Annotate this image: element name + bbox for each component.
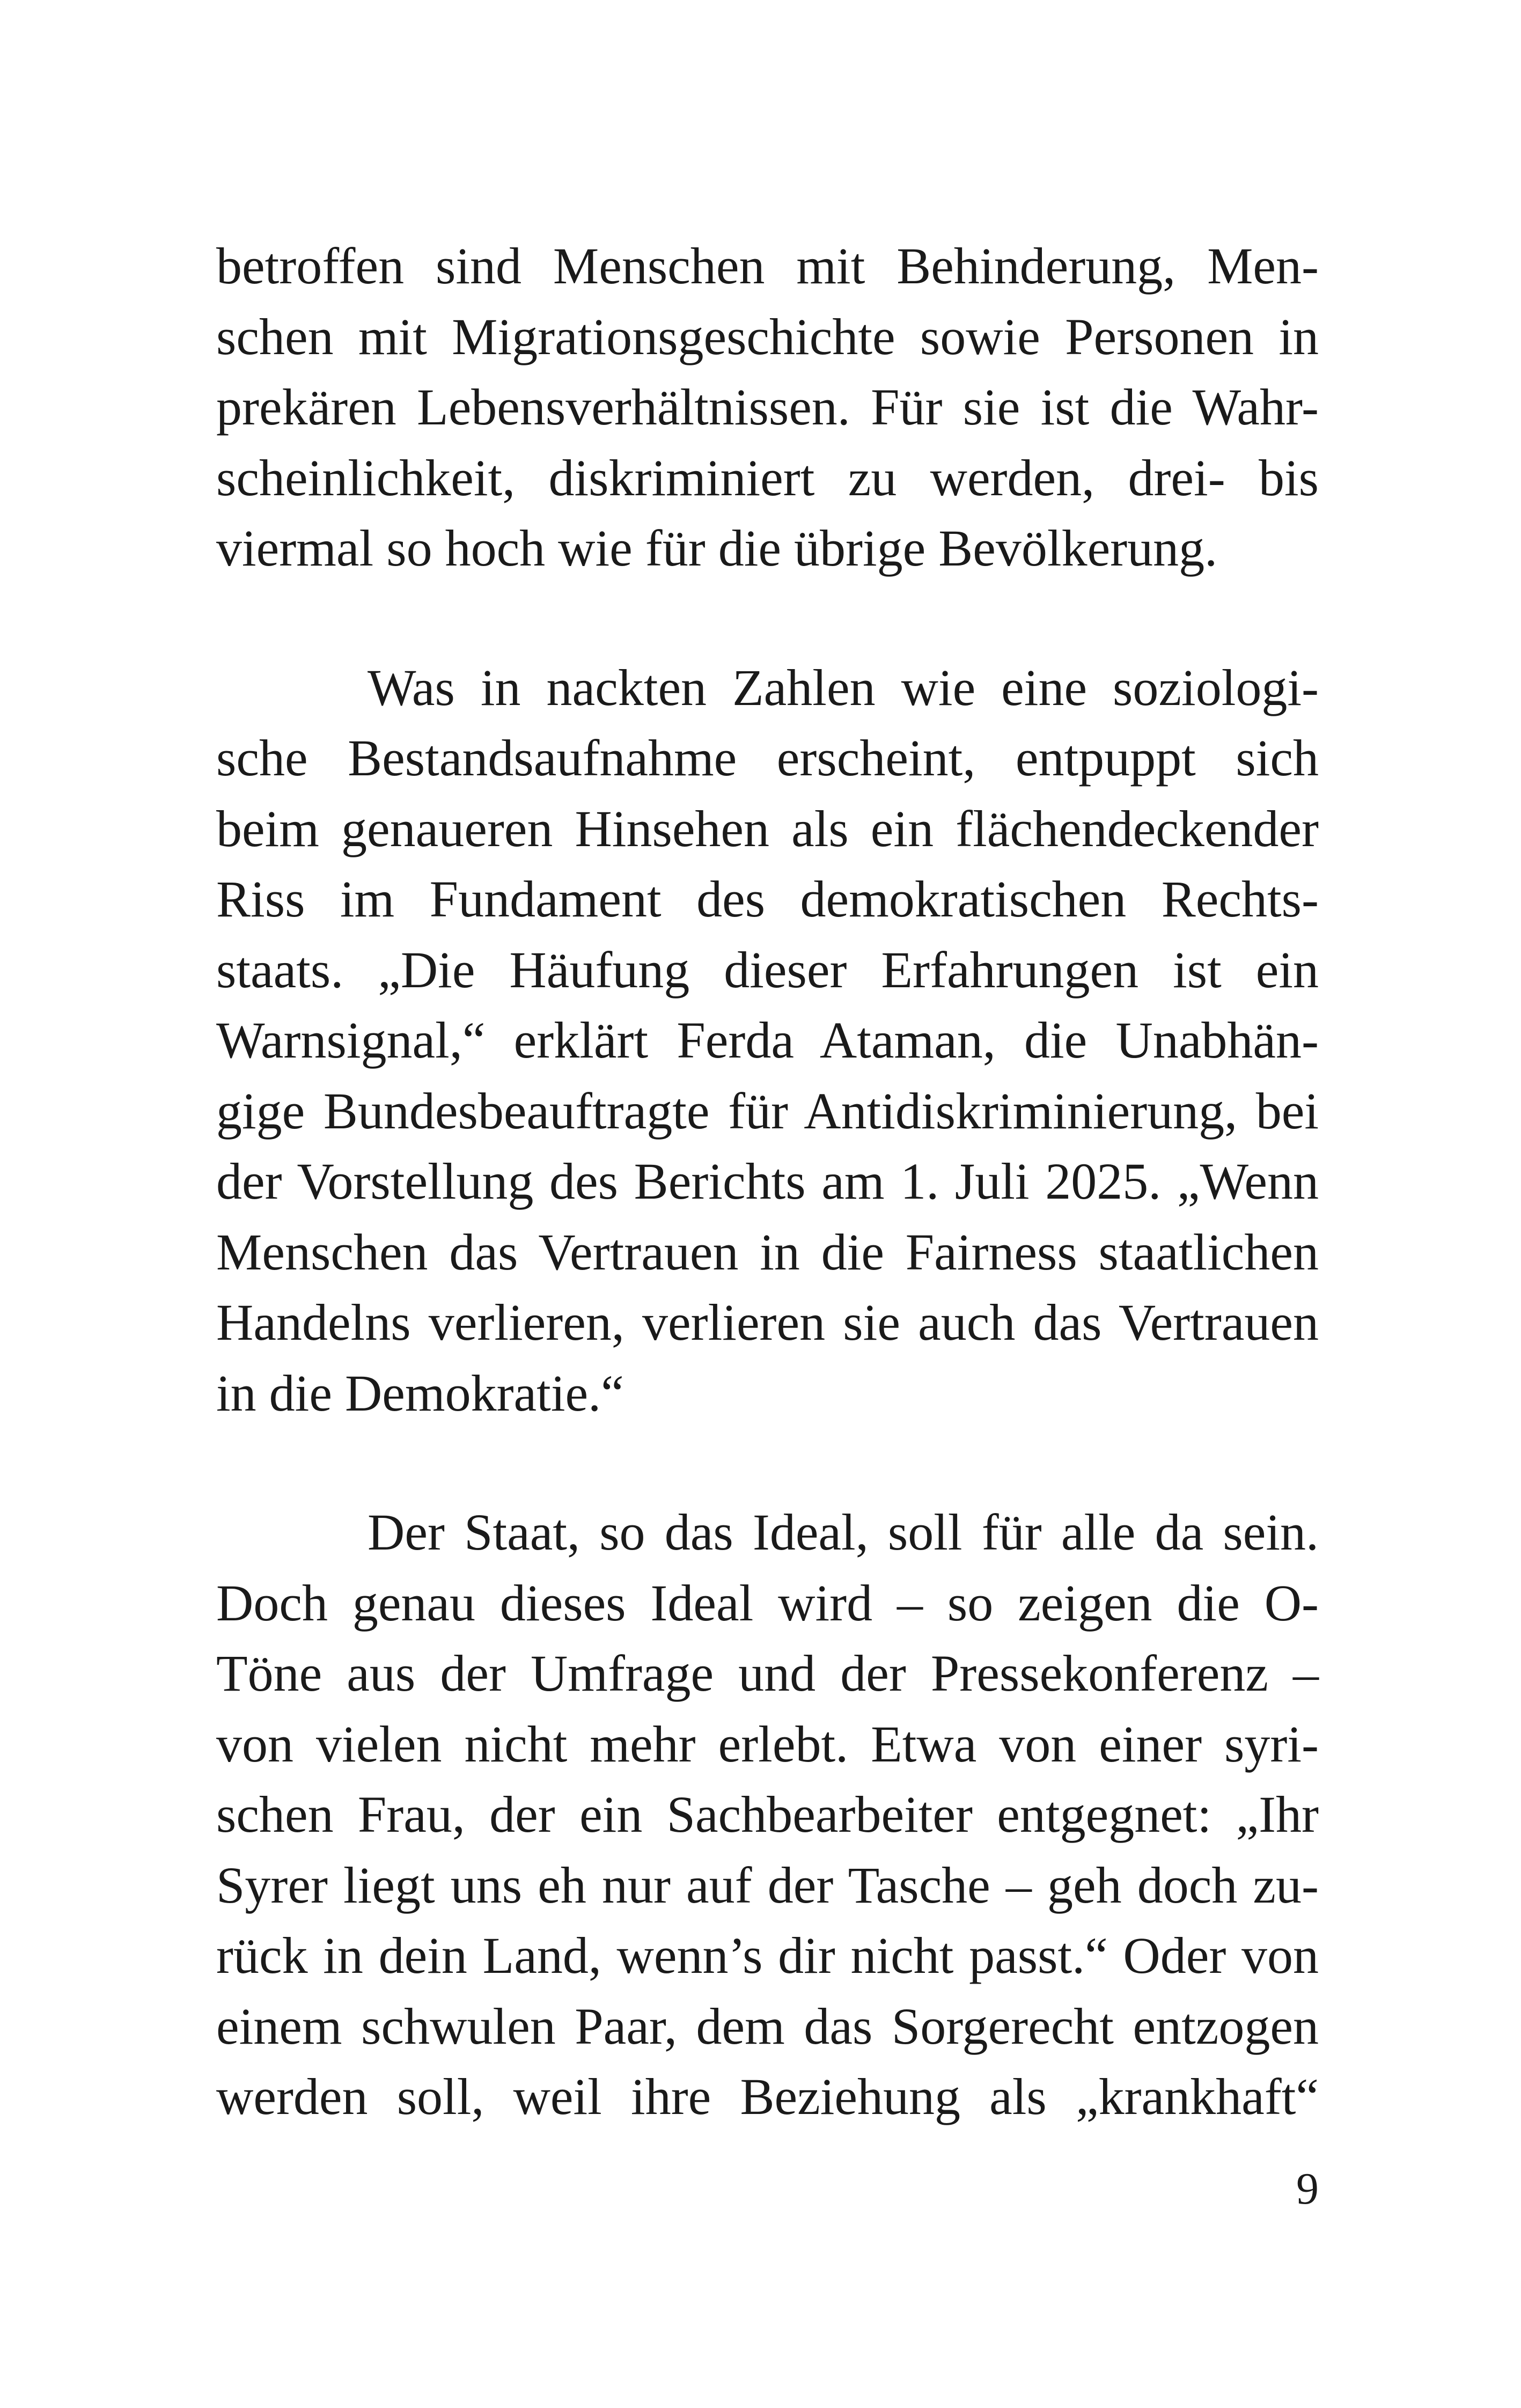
- text-line: beim genaueren Hinsehen als ein flächendeckender: [216, 799, 1319, 857]
- text-line: scheinlichkeit, diskriminiert zu werden, drei- bis: [216, 449, 1319, 506]
- paragraph-gap: [216, 1428, 1319, 1497]
- text-line: Der Staat, so das Ideal, soll für alle da sein.: [368, 1503, 1319, 1561]
- paragraph-1: [216, 231, 1319, 584]
- text-line: Syrer liegt uns eh nur auf der Tasche – geh doch zu-: [216, 1856, 1319, 1914]
- text-line: Menschen das Vertrauen in die Fairness staatlichen: [216, 1223, 1319, 1281]
- text-line: der Vorstellung des Berichts am 1. Juli 2025. „Wenn: [216, 1152, 1319, 1210]
- page-body: [216, 231, 1319, 2132]
- text-line: schen mit Migrationsgeschichte sowie Personen in: [216, 307, 1319, 365]
- text-line: in die Demokratie.“: [216, 1364, 624, 1422]
- text-line: einem schwulen Paar, dem das Sorgerecht entzogen: [216, 1997, 1319, 2055]
- text-line: schen Frau, der ein Sachbearbeiter entgegnet: „Ihr: [216, 1786, 1319, 1843]
- paragraph-gap: [216, 584, 1319, 652]
- text-line: gige Bundesbeauftragte für Antidiskriminierung, bei: [216, 1082, 1319, 1140]
- text-line: Riss im Fundament des demokratischen Rechts-: [216, 870, 1319, 928]
- text-line: sche Bestandsaufnahme erscheint, entpuppt sich: [216, 729, 1319, 787]
- text-line: Töne aus der Umfrage und der Pressekonferenz –: [216, 1645, 1319, 1702]
- text-line: rück in dein Land, wenn’s dir nicht passt.“ Oder von: [216, 1927, 1319, 1984]
- page-number: 9: [1296, 2164, 1319, 2214]
- text-line: Handelns verlieren, verlieren sie auch das Vertrauen: [216, 1294, 1319, 1351]
- paragraph-3: [216, 1497, 1319, 2132]
- text-line: Was in nackten Zahlen wie eine soziologi-: [368, 658, 1319, 716]
- text-line: viermal so hoch wie für die übrige Bevölkerung.: [216, 519, 1218, 577]
- text-line: werden soll, weil ihre Beziehung als „krankhaft“: [216, 2068, 1319, 2125]
- text-line: betroffen sind Menschen mit Behinderung, Men-: [216, 237, 1319, 295]
- text-line: prekären Lebensverhältnissen. Für sie ist die Wahr-: [216, 378, 1319, 436]
- paragraph-2: [216, 652, 1319, 1429]
- text-line: staats. „Die Häufung dieser Erfahrungen ist ein: [216, 941, 1319, 999]
- text-line: Doch genau dieses Ideal wird – so zeigen die O-: [216, 1574, 1319, 1632]
- text-line: von vielen nicht mehr erlebt. Etwa von einer syri-: [216, 1715, 1319, 1773]
- text-line: Warnsignal,“ erklärt Ferda Ataman, die Unabhän-: [216, 1011, 1319, 1069]
